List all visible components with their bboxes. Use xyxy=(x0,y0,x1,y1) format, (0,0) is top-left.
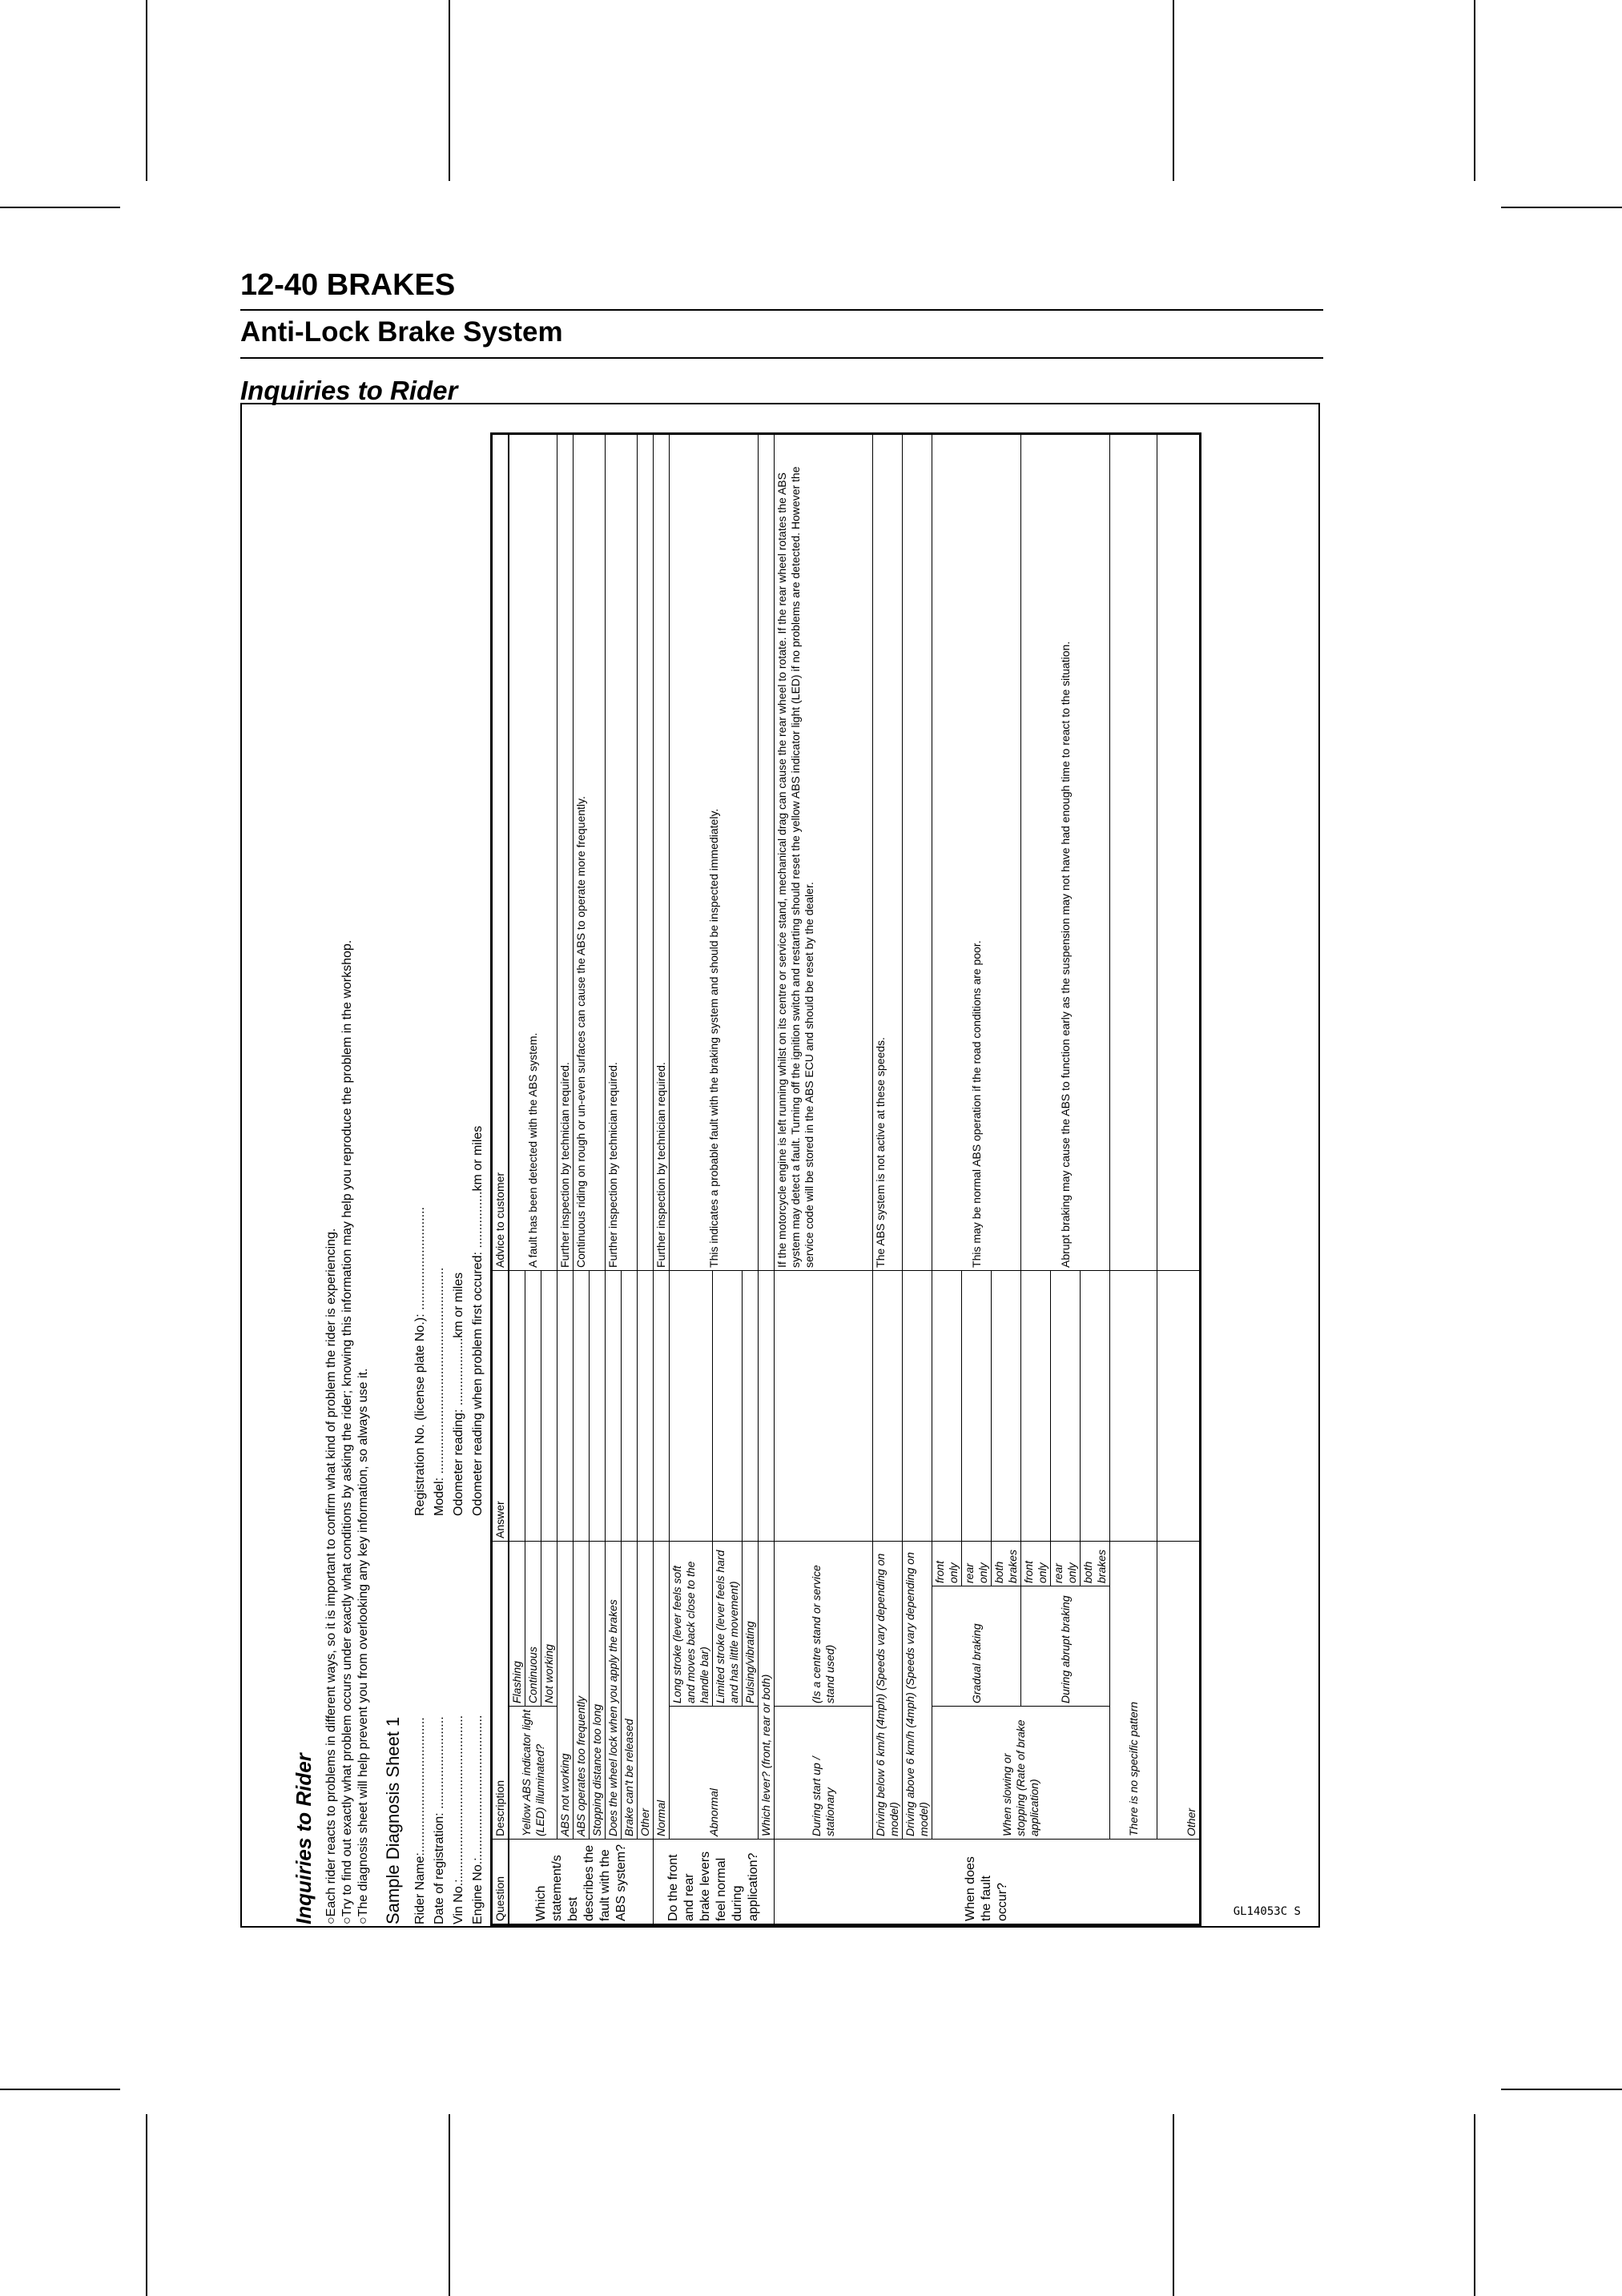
description-option: Flashing xyxy=(509,1541,525,1706)
column-header: Advice to customer xyxy=(493,434,509,1270)
column-header: Answer xyxy=(493,1270,509,1541)
description-cell: Brake can't be released xyxy=(622,1541,638,1839)
description-cell: When slowing or stopping (Rate of brake application) xyxy=(932,1707,1110,1840)
crop-mark xyxy=(449,0,450,181)
advice-cell xyxy=(1157,434,1200,1270)
description-option: Gradual braking xyxy=(932,1586,1021,1707)
answer-cell[interactable] xyxy=(606,1270,622,1541)
odometer-field: Odometer reading: ...................km or miles xyxy=(452,1272,465,1516)
table-row xyxy=(557,434,574,1924)
crop-mark xyxy=(1474,0,1475,181)
crop-mark xyxy=(1173,0,1174,181)
column-header: Description xyxy=(493,1541,509,1839)
model-field: Model: .......................................................... xyxy=(433,1267,446,1516)
crop-mark xyxy=(1501,2089,1622,2090)
wheel-option: both brakes xyxy=(992,1541,1021,1586)
description-option: During abrupt braking xyxy=(1021,1586,1110,1707)
wheel-option: rear only xyxy=(1051,1541,1081,1586)
heading-title: Inquiries to Rider xyxy=(240,376,458,405)
table-row xyxy=(574,434,590,1924)
description-cell: Does the wheel lock when you apply the brakes xyxy=(606,1541,622,1839)
answer-cell[interactable] xyxy=(992,1270,1021,1541)
description-option: Long stroke (lever feels soft and moves back close to the handle bar) xyxy=(670,1541,713,1706)
crop-mark xyxy=(1501,207,1622,208)
table-row xyxy=(1157,434,1200,1924)
description-option: Pulsing/vibrating xyxy=(743,1541,759,1706)
answer-cell[interactable] xyxy=(590,1270,606,1541)
table-row xyxy=(654,434,670,1924)
description-option: Limited stroke (lever feels hard and has little movement) xyxy=(713,1541,743,1706)
diagnosis-sheet xyxy=(292,435,1317,1924)
crop-mark xyxy=(0,2089,120,2090)
license-plate-field: Registration No. (license plate No.): ............................. xyxy=(413,1207,427,1516)
crop-mark xyxy=(0,207,120,208)
advice-cell: Abrupt braking may cause the ABS to function early as the suspension may not have had enough time to react to the situation. xyxy=(1021,434,1110,1270)
diagnosis-table xyxy=(492,434,1200,1924)
answer-cell[interactable] xyxy=(670,1270,713,1541)
table-row xyxy=(759,434,775,1924)
answer-cell[interactable] xyxy=(713,1270,743,1541)
figure-frame xyxy=(240,403,1320,1928)
question-cell: Which statement/s best describes the fault with the ABS system? xyxy=(509,1840,654,1924)
advice-cell: If the motorcycle engine is left running whilst on its centre or service stand, mechanical drag can cause the rear wheel to rotate. If the rear wheel rotates the ABS system may detect a fault. Turning off the ignition switch and restarting should reset the yellow ABS indicator light (LED) if no problems are detected. However the service code will be stored in the ABS ECU and should be reset by the dealer. xyxy=(775,434,873,1270)
crop-mark xyxy=(1173,2114,1174,2296)
sheet-title: Sample Diagnosis Sheet 1 xyxy=(383,1716,403,1924)
table-row xyxy=(775,434,873,1924)
figure-code: GL14053C S xyxy=(1233,1905,1301,1918)
page-header xyxy=(240,264,1323,407)
table-row xyxy=(1110,434,1157,1924)
answer-cell[interactable] xyxy=(962,1270,992,1541)
answer-cell[interactable] xyxy=(1051,1270,1081,1541)
description-cell: Yellow ABS indicator light (LED) illuminated? xyxy=(509,1707,557,1840)
answer-cell[interactable] xyxy=(654,1270,670,1541)
advice-cell: The ABS system is not active at these speeds. xyxy=(873,434,903,1270)
column-header: Question xyxy=(493,1840,509,1924)
answer-cell[interactable] xyxy=(932,1270,962,1541)
answer-cell[interactable] xyxy=(1021,1270,1051,1541)
advice-cell: Further inspection by technician required. xyxy=(606,434,638,1270)
description-cell: Driving below 6 km/h (4mph) (Speeds vary depending on model) xyxy=(873,1541,903,1839)
subsection-title: Anti-Lock Brake System xyxy=(240,311,1323,359)
advice-cell: This may be normal ABS operation if the road conditions are poor. xyxy=(932,434,1021,1270)
intro-line: ○The diagnosis sheet will help prevent you from overlooking any key information, so always use it. xyxy=(356,1368,370,1924)
wheel-option: rear only xyxy=(962,1541,992,1586)
description-cell: Other xyxy=(1157,1541,1200,1839)
description-cell: Driving above 6 km/h (4mph) (Speeds vary depending on model) xyxy=(903,1541,932,1839)
crop-mark xyxy=(1474,2114,1475,2296)
table-row xyxy=(903,434,932,1924)
answer-cell[interactable] xyxy=(638,1270,654,1541)
answer-cell[interactable] xyxy=(759,1270,775,1541)
description-cell: ABS operates too frequently xyxy=(574,1541,590,1839)
wheel-option: front only xyxy=(932,1541,962,1586)
advice-cell: A fault has been detected with the ABS system. xyxy=(509,434,557,1270)
description-cell: There is no specific pattern xyxy=(1110,1541,1157,1839)
advice-cell xyxy=(759,434,775,1270)
advice-cell xyxy=(638,434,654,1270)
table-row xyxy=(638,434,654,1924)
description-option: Not working xyxy=(541,1541,557,1706)
table-row xyxy=(873,434,903,1924)
intro-line: ○Each rider reacts to problems in different ways, so it is important to confirm what kind of problem the rider is experiencing. xyxy=(324,1228,338,1924)
description-option: Continuous xyxy=(525,1541,541,1706)
answer-cell[interactable] xyxy=(873,1270,903,1541)
advice-cell xyxy=(1110,434,1157,1270)
intro-line: ○Try to find out exactly what problem occurs under exactly what conditions by asking the rider; knowing this information may help you reproduce the problem in the workshop. xyxy=(340,939,354,1924)
answer-cell[interactable] xyxy=(509,1270,525,1541)
answer-cell[interactable] xyxy=(557,1270,574,1541)
description-cell: During start up / stationary xyxy=(775,1707,873,1840)
sheet-heading: Inquiries to Rider xyxy=(292,1753,316,1924)
answer-cell[interactable] xyxy=(574,1270,590,1541)
vin-field: Vin No.:.............................................. xyxy=(452,1715,465,1924)
question-cell: When does the fault occur? xyxy=(775,1840,1200,1924)
answer-cell[interactable] xyxy=(1157,1270,1200,1541)
advice-cell: Further inspection by technician required. xyxy=(557,434,574,1270)
answer-cell[interactable] xyxy=(1081,1270,1110,1541)
wheel-option: front only xyxy=(1021,1541,1051,1586)
table-row xyxy=(606,434,622,1924)
answer-cell[interactable] xyxy=(525,1270,541,1541)
description-cell: Which lever? (front, rear or both) xyxy=(759,1541,775,1839)
answer-cell[interactable] xyxy=(743,1270,759,1541)
registration-date-field: Date of registration: .......................... xyxy=(433,1716,446,1924)
table-row xyxy=(1021,434,1051,1924)
crop-mark xyxy=(146,0,147,181)
table-row xyxy=(932,434,962,1924)
advice-cell xyxy=(903,434,932,1270)
engine-no-field: Engine No.:........................................ xyxy=(471,1715,485,1924)
advice-cell: Continuous riding on rough or un-even surfaces can cause the ABS to operate more frequently. xyxy=(574,434,606,1270)
description-cell: Normal xyxy=(654,1541,670,1839)
answer-cell[interactable] xyxy=(541,1270,557,1541)
crop-mark xyxy=(449,2114,450,2296)
advice-cell: This indicates a probable fault with the braking system and should be inspected immediately. xyxy=(670,434,759,1270)
answer-cell[interactable] xyxy=(1110,1270,1157,1541)
question-cell: Do the front and rear brake levers feel normal during application? xyxy=(654,1840,775,1924)
table-header-row xyxy=(493,434,509,1924)
table-row xyxy=(509,434,525,1924)
answer-cell[interactable] xyxy=(903,1270,932,1541)
table-row xyxy=(670,434,713,1924)
description-option: (Is a centre stand or service stand used) xyxy=(775,1541,873,1706)
answer-cell[interactable] xyxy=(622,1270,638,1541)
description-cell: Other xyxy=(638,1541,654,1839)
advice-cell: Further inspection by technician required. xyxy=(654,434,670,1270)
crop-mark xyxy=(146,2114,147,2296)
description-cell: Stopping distance too long xyxy=(590,1541,606,1839)
description-cell: ABS not working xyxy=(557,1541,574,1839)
description-cell: Abnormal xyxy=(670,1707,759,1840)
answer-cell[interactable] xyxy=(775,1270,873,1541)
wheel-option: both brakes xyxy=(1081,1541,1110,1586)
section-title: 12-40 BRAKES xyxy=(240,264,1323,311)
rider-name-field: Rider Name:...................................... xyxy=(413,1717,427,1924)
intro-notes xyxy=(324,940,372,1924)
odometer-first-problem-field: Odometer reading when problem first occured: ................km or miles xyxy=(471,1125,485,1516)
